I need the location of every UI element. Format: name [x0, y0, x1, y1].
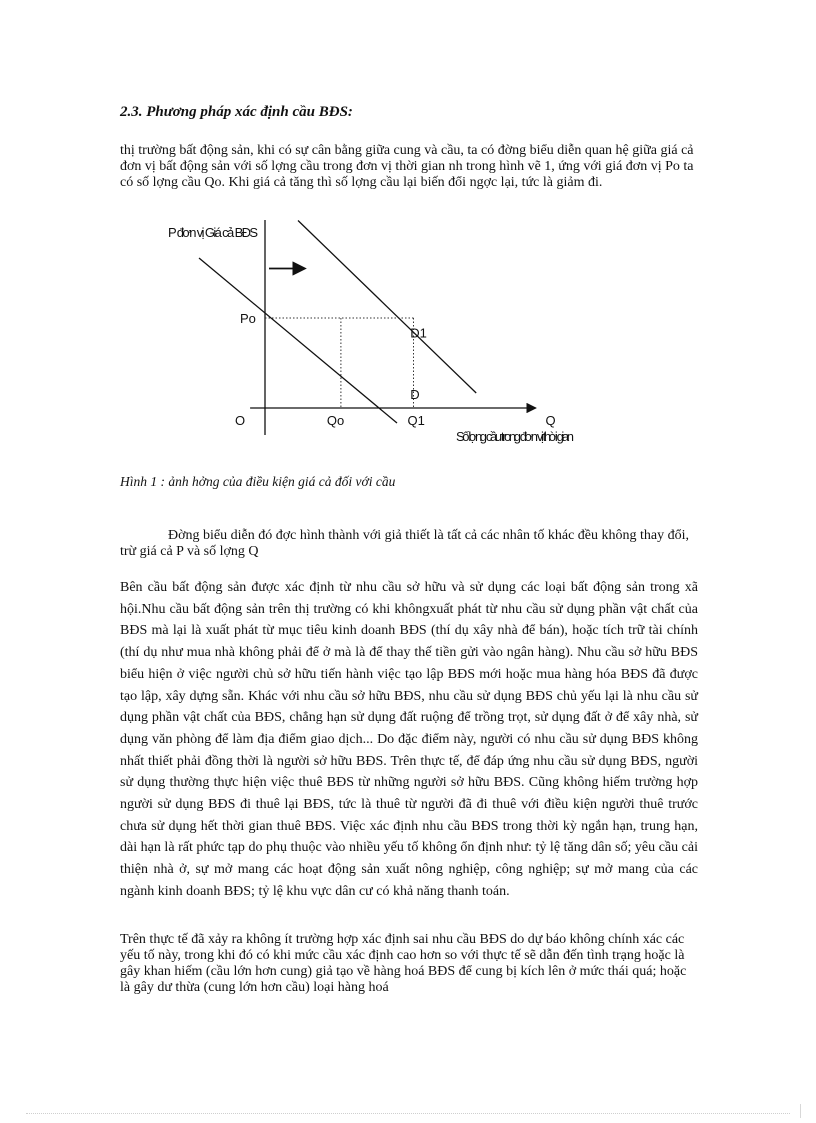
- po-label: Po: [240, 311, 256, 326]
- demand-curve-d: [199, 258, 397, 423]
- page-divider: [26, 1113, 790, 1114]
- curve-label-d: D: [410, 387, 420, 402]
- origin-label: O: [235, 413, 246, 428]
- figure-caption: Hình 1 : ảnh hởng của điều kiện giá cả đối với cầu: [120, 474, 396, 489]
- x-axis-caption: Số lợng cầu trong đơn vị thời gian: [456, 429, 574, 444]
- section-heading: 2.3. Phương pháp xác định cầu BĐS:: [120, 104, 353, 120]
- demand-curve-chart: [160, 220, 600, 466]
- body-paragraph-1: Đờng biểu diễn đó đợc hình thành với giả thiết là tất cả các nhân tố khác đều không thay đổi, trừ giá cả P và số lợng Q: [120, 528, 690, 559]
- q1-tick-label: Q1: [407, 413, 425, 428]
- curve-label-d1: D1: [410, 325, 427, 341]
- q-axis-label: Q: [545, 413, 556, 428]
- intro-paragraph: thị trường bất động sản, khi có sự cân bằng giữa cung và cầu, ta có đờng biểu diễn quan hệ giữa giá cả đơn vị bất động sản với số lợng cầu trong đơn vị thời gian nh trong hình vẽ 1, ứng với giá đơn vị Po ta có số lợng cầu Qo. Khi giá cả tăng thì số lợng cầu lại biến đổi ngợc lại, tức là giảm đi.: [120, 143, 694, 190]
- body-paragraph-3: Trên thực tế đã xảy ra không ít trường hợp xác định sai nhu cầu BĐS do dự báo không chính xác các yếu tố này, trong khi đó có khi mức cầu xác định cao hơn so với thực tế sẽ dẫn đến tình trạng hoặc là gây khan hiếm (cầu lớn hơn cung) giả tạo về hàng hoá BĐS để cung bị kích lên ở mức thái quá; hoặc là gây dư thừa (cung lớn hơn cầu) loại hàng hoá: [120, 932, 687, 995]
- demand-curve-d1: [298, 221, 476, 394]
- qo-tick-label: Qo: [326, 413, 345, 428]
- body-paragraph-2: Bên cầu bất động sản được xác định từ nhu cầu sở hữu và sử dụng các loại bất động sản trong xã hội.Nhu cầu bất động sản trên thị trường có khi khôngxuất phát từ nhu cầu sử dụng phần vật chất của BĐS mà lại là xuất phát từ mục tiêu kinh doanh BĐS (thí dụ xây nhà để bán), hoặc tích trữ tài chính (thí dụ như mua nhà không phải để ở mà là để thay thế tiền gửi vào ngân hàng). Nhu cầu sở hữu BĐS biểu hiện ở việc người chủ sở hữu tiến hành việc tạo lập BĐS mới hoặc mua hàng hóa BĐS đã được tạo lập, xây dựng sẵn. Khác với nhu cầu sở hữu BĐS, nhu cầu sử dụng BĐS chủ yếu lại là nhu cầu sử dụng phần vật chất của BĐS, chẳng hạn sử dụng đất ruộng để trồng trọt, sử dụng đất ở để xây nhà, sử dụng văn phòng để làm địa điểm giao dịch... Do đặc điểm này, người có nhu cầu sử dụng BĐS không nhất thiết phải đồng thời là người sở hữu BĐS. Trên thực tế, để đáp ứng nhu cầu sử dụng BĐS, người sử dụng thường thực hiện việc thuê BĐS từ những người sở hữu BĐS. Cũng không hiếm trường hợp người sử dụng BĐS đi thuê lại BĐS, tức là thuê từ người đã đi thuê với điều kiện người thuê trước chưa sử dụng hết thời gian thuê BĐS. Việc xác định nhu cầu BĐS trong thời kỳ ngắn hạn, trung hạn, dài hạn là rất phức tạp do phụ thuộc vào nhiều yếu tố không ổn định như: tỷ lệ tăng dân số; yêu cầu cải thiện nhà ở, sự mở mang các hoạt động sản xuất nông nghiệp, công nghiệp; sự mở mang của các ngành kinh doanh BĐS; tỷ lệ khu vực dân cư có khả năng thanh toán.: [120, 580, 698, 899]
- y-axis-label: P đơn vị Giá cả BĐS: [168, 225, 258, 240]
- page-edge-mark: [800, 1104, 801, 1118]
